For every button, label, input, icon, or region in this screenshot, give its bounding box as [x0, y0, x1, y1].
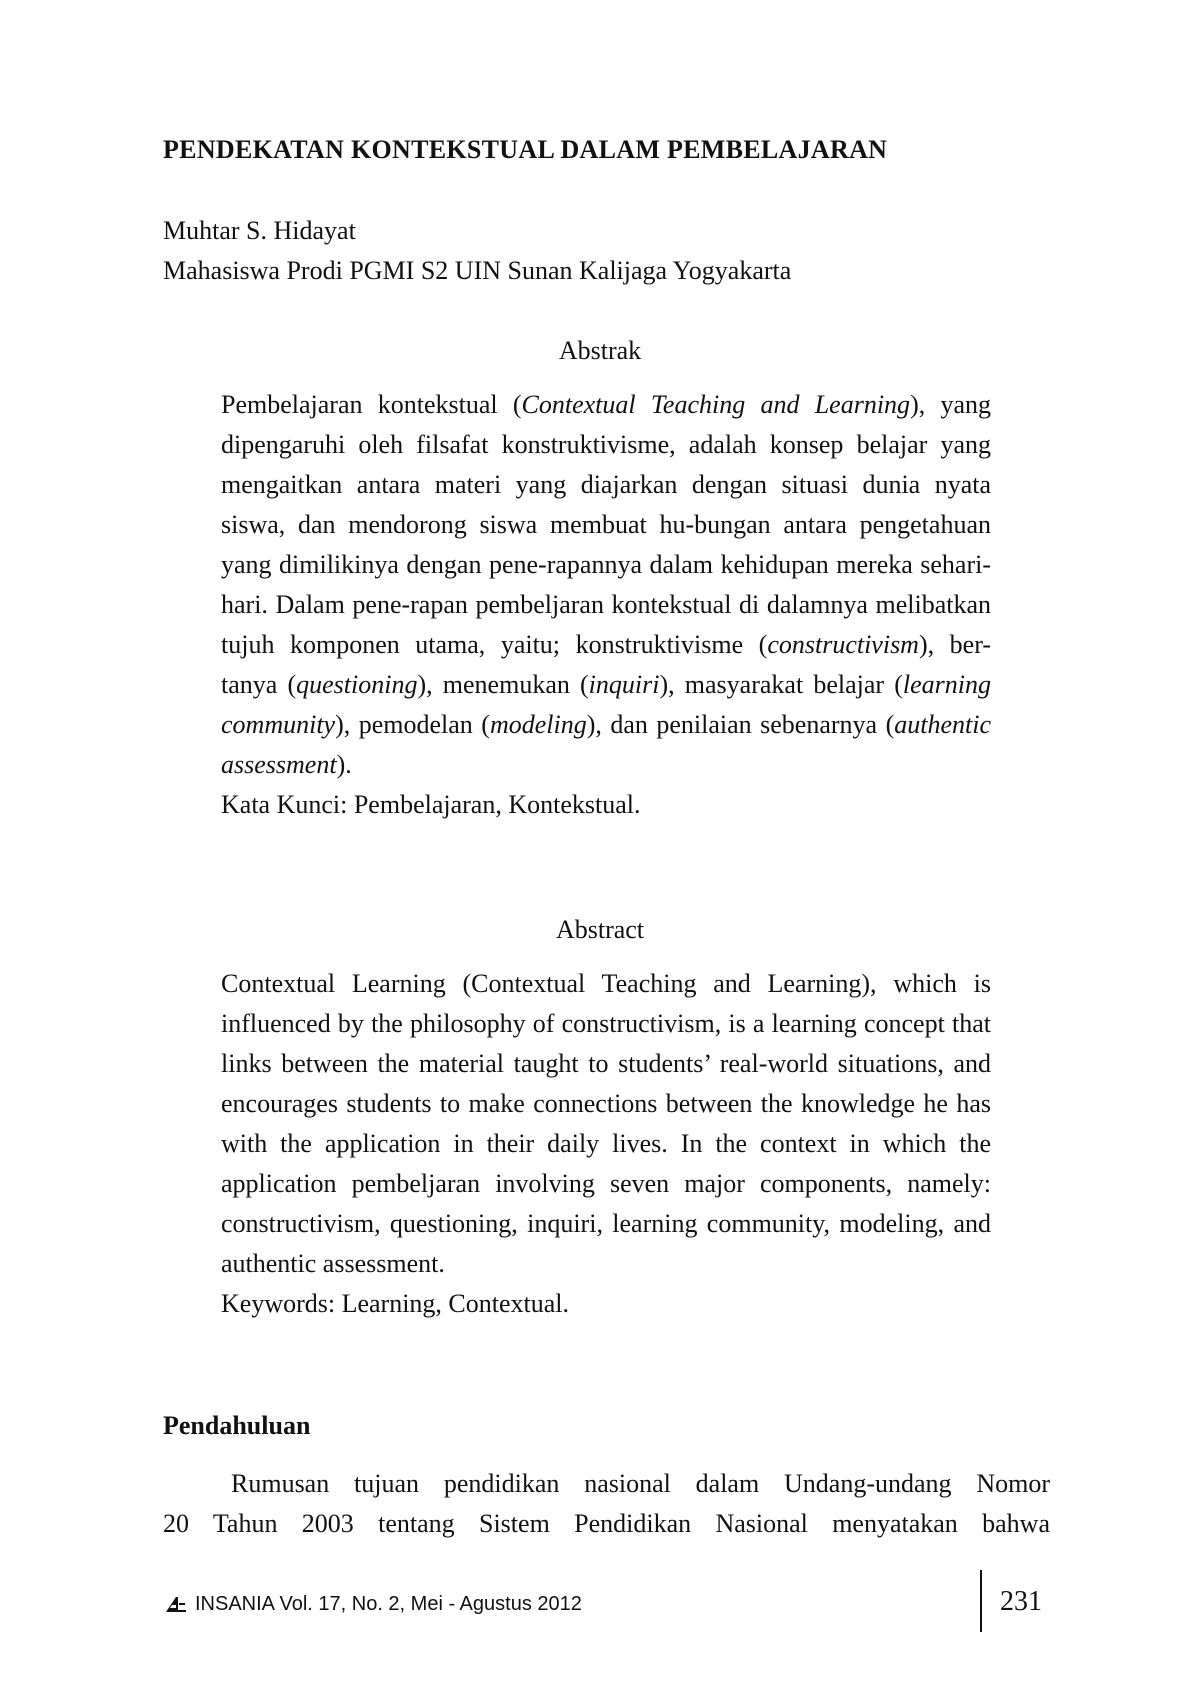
author-block	[163, 211, 791, 291]
abstrak-keywords: Kata Kunci: Pembelajaran, Kontekstual.	[221, 790, 641, 819]
footer-divider	[980, 1570, 982, 1632]
abstract-keywords: Keywords: Learning, Contextual.	[221, 1289, 570, 1318]
abstrak-heading: Abstrak	[558, 336, 642, 365]
page-number: 231	[1000, 1586, 1042, 1617]
paper-title: PENDEKATAN KONTEKSTUAL DALAM PEMBELAJARAN	[163, 135, 888, 164]
author-affiliation: Mahasiswa Prodi PGMI S2 UIN Sunan Kalijaga Yogyakarta	[163, 256, 792, 285]
author-name: Muhtar S. Hidayat	[163, 216, 356, 245]
section-heading: Pendahuluan	[163, 1411, 311, 1440]
journal-citation: INSANIA Vol. 17, No. 2, Mei - Agustus 2012	[195, 1593, 582, 1615]
abstrak-section	[221, 385, 991, 825]
intro-line-1: Rumusan tujuan pendidikan nasional dalam Undang-undang Nomor	[231, 1469, 1050, 1498]
abstract-heading: Abstract	[555, 915, 645, 944]
journal-footer	[163, 1589, 582, 1619]
abstrak-body: Pembelajaran kontekstual (Contextual Teaching and Learning), yang dipengaruhi oleh filsafat konstruktivisme, adalah konsep belajar yang mengaitkan antara materi yang diajarkan dengan situasi dunia nyata siswa, dan mendorong siswa membuat hu-bungan antara pengetahuan yang dimilikinya dengan pene-rapannya dalam kehidupan mereka sehari-hari. Dalam pene-rapan pembeljaran kontekstual di dalamnya melibatkan tujuh komponen utama, yaitu; konstruktivisme (constructivism), ber-tanya (questioning), menemukan (inquiri), masyarakat belajar (learning community), pemodelan (modeling), dan penilaian sebenarnya (authentic assessment).	[221, 390, 992, 779]
intro-paragraph	[163, 1464, 1050, 1544]
intro-line-2: 20 Tahun 2003 tentang Sistem Pendidikan Nasional menyatakan bahwa	[163, 1509, 1050, 1538]
insania-logo-icon	[163, 1593, 189, 1615]
abstract-section	[221, 964, 991, 1324]
abstract-body: Contextual Learning (Contextual Teaching and Learning), which is influenced by the philosophy of constructivism, is a learning concept that links between the material taught to students’ real-world situations, and encourages students to make connections between the knowledge he has with the application in their daily lives. In the context in which the application pembeljaran involving seven major components, namely: constructivism, questioning, inquiri, learning community, modeling, and authentic assessment.	[221, 969, 991, 1278]
